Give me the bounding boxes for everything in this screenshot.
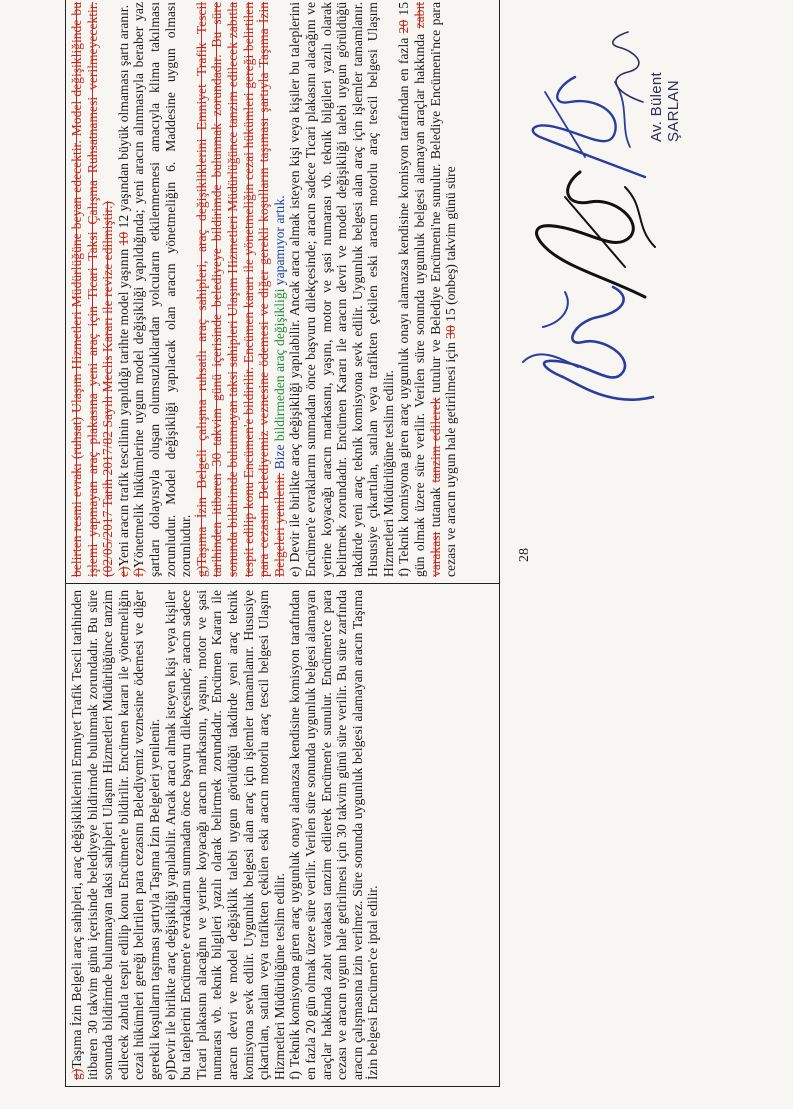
left-para-g (69, 590, 163, 1080)
left-para-f: f) Teknik komisyona giren araç uygunluk onayı alamazsa kendisine komisyon tarafından en fazla 20 gün olmak üzere süre verilir. Verilen süre sonunda uygunluk belgesi alamayan araçlar hakkında zabıt varakası tanzim edilerek Encümen'e sunulur. Encümen'ce para cezası ve aracın uygun hale getirilmesi için 30 takvim günü süre verilir. Bu süre zarfında aracın çalışmasına izin verilmez. Süre sonunda uygunluk belgesi alamayan aracın Taşıma İzin belgesi Encümen'ce iptal edilir. (287, 590, 381, 1080)
right-struck-block: belirten resmi evrakı (ruhsat) Ulaşım Hizmetleri Müdürlüğüne beyan edecektir. Model değişikliğinde bu işlemi yapmayan araç plakasına yeni araç için Ticari Taksi Çalışma Ruhsatnamesi verilmeyecektir.(02/05/2017 Tarih 2017/82 Sayılı Meclis Kararı ile revize edilmiştir.) (69, 2, 116, 577)
right-para-e2: e) Devir ile birlikte araç değişikliği yapılabilir. Ancak aracı almak isteyen kişi veya kişiler bu taleplerini Encümen'e evraklarını sunmadan önce başvuru dilekçesinde; aracın sadece Ticari plakasını alacağını ve yerine koyacağı aracın markasını, yaşını, motor ve şasi numarası vb. teknik bilgileri yazılı olarak belirtmek zorundadır. Encümen Kararı ile aracın devri ve model değişikliği talebi uygun görüldüğü takdirde yeni araç teknik komisyona sevk edilir. Uygunluk belgesi alan araç için işlemler tamamlanır. Hususiye çıkartılan, satılan veya trafikten çekilen eski aracın motorlu araç tescil belgesi Ulaşım Hizmetleri Müdürlüğüne teslim edilir. (287, 2, 396, 577)
green-annotation: bildirmeden araç değişikliği (271, 285, 287, 442)
struck-marker: e) (115, 566, 131, 577)
para-text: Taşıma İzin Belgeli araç sahipleri, araç değişikliklerini Emniyet Trafik Tescil tarihinden itibaren 30 takvim günü içerisinde belediyeye bildirimde bulunmak zorundadır. Bu süre sonunda bildirimde bulunmayan taksi sahipleri Ulaşım Hizmetleri Müdürlüğünce tanzim edilecek zabıtla tespit edilip konu Encümen'e bildirilir. Encümen kararı ile yönetmeliğin cezai hükümleri gereği belirtilen para cezasını Belediyemiz veznesine ödemesi ve diğer gerekli koşulların taşıması şartıyla Taşıma İzin Belgeleri yenilenir. (69, 590, 162, 1080)
document-table (65, 0, 500, 1087)
right-para-f2 (396, 2, 458, 577)
struck-number: 30 (443, 325, 459, 339)
signature-2 (505, 157, 665, 307)
signature-stamp (603, 27, 653, 107)
left-column (66, 584, 500, 1087)
right-para-g (194, 2, 288, 577)
struck-marker: g) (69, 1068, 84, 1080)
para-text: 15 (onbeş) takvim günü süre (443, 166, 459, 326)
stamp-name: Av. Bülent ŞARLAN (648, 72, 682, 142)
struck-text: Taşıma İzin Belgeli çalışma ruhsatlı araç sahipleri, araç değişikliklerini Emniyet Trafik Tescil tarihinden itibaren 30 takvim günü içerisinde belediyeye bildirimde bulunmak zorundadır. Bu süre sonunda bildirimde bulunmayan taksi sahipleri Ulaşım Hizmetleri Müdürlüğünce tanzim edilecek zabıtla tespit edilip konu Encümen'e bildirilir. Encümen kararı ile yönetmeliğin cezai hükümleri gereği belirtilen para cezasını Belediyemiz veznesine ödemesi ve diğer gerekli koşulların taşıması şartıyla Taşıma İzin Belgeleri yenilenir. (193, 2, 287, 577)
signature-3 (515, 62, 655, 192)
page-content (65, 2, 682, 1097)
struck-number: 20 (396, 19, 412, 34)
rotated-page (65, 2, 682, 1097)
struck-text: zabıt varakası (412, 2, 443, 577)
table-row (66, 0, 500, 1087)
para-text: 15 gün olmak üzere süre verilir. Verilen süre sonunda uygunluk belgesi alamayan araçlar hakkında (396, 2, 428, 577)
page-number: 28 (517, 548, 532, 562)
para-text: tutulur ve Belediye Encümeni'ne sunulur. Belediye Encümeni'nce para cezası ve aracın uygun hale getirilmesi için (427, 2, 459, 577)
signature-1 (503, 267, 663, 417)
struck-number: 10 (115, 231, 131, 246)
struck-marker: g) (193, 565, 209, 577)
blue-annotation: yapamıyor artık. (271, 195, 287, 286)
right-column (66, 0, 500, 584)
left-para-e: e)Devir ile birlikte araç değişikliği yapılabilir. Ancak aracı almak isteyen kişi veya kişiler bu taleplerini Encümen'e evraklarını sunmadan önce başvuru dilekçesinde; aracın sadece Ticari plakasını alacağını ve yerine koyacağı aracın markasını, yaşını, motor ve şasi numarası vb. teknik bilgileri yazılı olarak belirtmek zorundadır. Encümen Kararı ile aracın devri ve model değişiklik talebi uygun görüldüğü takdirde yeni araç teknik komisyona sevk edilir. Uygunluk belgesi alan araç için işlemler tamamlanır. Hususiye çıkartılan, satılan veya trafikten çekilen eski aracın motorlu araç tescil belgesi Ulaşım Hizmetleri Müdürlüğüne teslim edilir. (162, 590, 287, 1080)
para-text: yaşından büyük olmaması şartı aranır. (115, 4, 131, 215)
para-text: f) Teknik komisyona giren araç uygunluk onayı alamazsa kendisine komisyon tarafından en fazla (396, 33, 412, 577)
blue-annotation: Bize (271, 441, 287, 473)
para-text: tutanak (427, 482, 443, 532)
right-para-e (116, 2, 132, 577)
para-text: Yönetmelik hükümlerine uygun model değişikliği yapıldığında; yeni aracın alınmasıyla beraber yaz şartları dolayısıyla oluşan olumsuzluklardan yolcuların etkilenmemesi amacıyla klima takılması zorunludur. Model değişikliği yapılacak olan aracın yönetmeliğin 6. Maddesine uygun olması zorunludur. (131, 2, 194, 577)
new-number: 12 (115, 214, 131, 232)
struck-marker: f) (131, 567, 147, 577)
struck-text: tanzim edilerek (427, 397, 443, 483)
right-para-f (131, 2, 193, 577)
para-text: Yeni aracın trafik tescilinin yapıldığı tarihte model yaşının (115, 245, 131, 567)
